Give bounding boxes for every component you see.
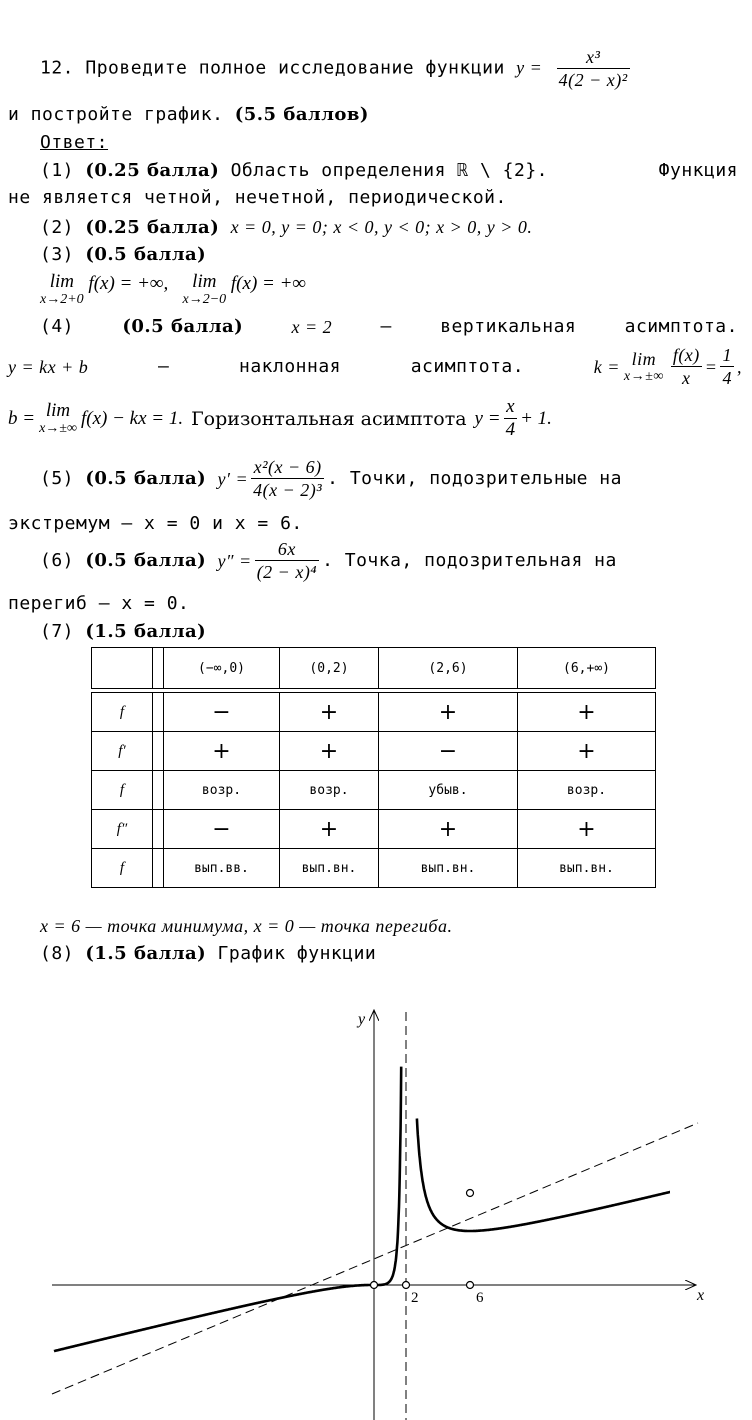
step-6-number: (6) [40, 549, 75, 571]
step-1-line-1 [40, 159, 738, 183]
horizontal-asym-text: Горизонтальная асимптота [191, 407, 467, 430]
step-3-points: (0.5 балла) [85, 244, 207, 265]
step-4-x2: x = 2 [291, 317, 333, 337]
row-label: f [92, 849, 153, 888]
sign-table [91, 647, 656, 888]
step-3-limits [40, 272, 306, 308]
step-1-text: Область определения ℝ \ {2}. [230, 160, 548, 181]
k-formula [594, 344, 742, 389]
step-4-number: (4) [40, 316, 75, 337]
step-1-line-2: не является четной, нечетной, периодической. [8, 187, 507, 208]
step-6-points: (0.5 балла) [85, 549, 207, 571]
y-axis-label: y [358, 1011, 366, 1028]
y-prime-eq: y′ = [217, 468, 249, 489]
step-2-number: (2) [40, 217, 75, 238]
lim-sub-2: x→2−0 [182, 292, 227, 307]
table-header: (0,2) [280, 648, 379, 689]
oblique-eq: y = kx + b [8, 356, 89, 377]
b-lim: lim [45, 399, 71, 421]
step-1-text-2: Функция [658, 160, 738, 181]
step-6-line-1 [40, 538, 740, 583]
table-cell: + [379, 693, 518, 732]
table-gap [153, 648, 164, 689]
table-header: (−∞,0) [164, 648, 280, 689]
conclusion-text: x = 6 — точка минимума, x = 0 — точка перегиба. [40, 916, 453, 936]
problem-points: (5.5 баллов) [234, 104, 369, 125]
lim-sub-1: x→2+0 [40, 292, 84, 307]
table-cell: + [164, 732, 280, 771]
step-3-number: (3) [40, 244, 75, 265]
table-cell: + [518, 810, 656, 849]
step-2-text: x = 0, y = 0; x < 0, y < 0; x > 0, y > 0. [230, 217, 533, 237]
row-label: f′ [92, 732, 153, 771]
step-8-points: (1.5 балла) [85, 943, 207, 964]
asym-plus: + 1. [520, 407, 552, 429]
k-comma: , [736, 356, 742, 377]
table-row [92, 810, 656, 849]
step-6-line-2: перегиб — x = 0. [8, 593, 190, 614]
step-5-line-1 [40, 456, 740, 501]
table-cell: + [518, 732, 656, 771]
tick-label-6: 6 [476, 1290, 484, 1306]
lim-word-2: lim [192, 271, 217, 292]
b-lim-sub: x→±∞ [39, 420, 77, 436]
answer-label: Ответ: [40, 132, 109, 153]
lim-expr-1: f(x) = +∞, [88, 273, 169, 294]
function-denominator: 4(2 − x)² [558, 70, 628, 90]
asym-y-eq: y = [474, 407, 501, 429]
k-lim: lim [631, 348, 657, 369]
step-4-line-1 [40, 315, 738, 339]
table-cell: вып.вн. [379, 849, 518, 888]
b-expr: f(x) − kx = 1. [80, 407, 184, 429]
step-8-number: (8) [40, 943, 75, 964]
row-label: f [92, 771, 153, 810]
table-row [92, 849, 656, 888]
problem-cont: и постройте график. [8, 104, 224, 125]
table-cell: + [280, 732, 379, 771]
minimum-point [467, 1190, 474, 1197]
y-dprime-num: 6x [277, 539, 296, 559]
lim-expr-2: f(x) = +∞ [230, 273, 306, 294]
curve-left-branch [54, 1067, 401, 1352]
conclusion [40, 914, 452, 939]
tick-point-6 [467, 1282, 474, 1289]
tick-label-2: 2 [411, 1290, 419, 1306]
asym-word-2: асимптота. [410, 355, 525, 377]
k-lim-sub: x→±∞ [623, 368, 664, 384]
k-eq-2: = [704, 356, 718, 377]
oblique-asymptote [52, 1123, 698, 1394]
table-cell: вып.вн. [518, 849, 656, 888]
x-axis-label: x [697, 1287, 705, 1304]
asym-frac-den: 4 [505, 419, 516, 440]
step-2 [40, 215, 532, 240]
table-row [92, 693, 656, 732]
row-label: f [92, 693, 153, 732]
table-cell: возр. [164, 771, 280, 810]
step-3-header [40, 243, 206, 267]
y-prime-den: 4(x − 2)³ [253, 480, 323, 500]
step-5-number: (5) [40, 467, 75, 489]
table-cell: − [379, 732, 518, 771]
step-4-points: (0.5 балла) [122, 316, 244, 337]
table-row [92, 732, 656, 771]
table-header: (2,6) [379, 648, 518, 689]
row-label: f″ [92, 810, 153, 849]
step-5-line-2: экстремум — x = 0 и x = 6. [8, 513, 303, 534]
step-7-points: (1.5 балла) [85, 621, 207, 642]
table-cell: + [280, 810, 379, 849]
step-8-header [40, 942, 376, 966]
step-2-points: (0.25 балла) [85, 217, 220, 238]
table-cell: − [164, 693, 280, 732]
step-5-text: . Точки, подозрительные на [327, 467, 622, 489]
table-cell: + [518, 693, 656, 732]
inflection-point [371, 1282, 378, 1289]
step-4-asym: асимптота. [624, 316, 738, 337]
step-4-line-2 [8, 344, 742, 389]
table-cell: возр. [518, 771, 656, 810]
step-4-line-3 [8, 396, 742, 441]
table-cell: − [164, 810, 280, 849]
table-cell: возр. [280, 771, 379, 810]
asym-frac-num: x [506, 396, 515, 417]
problem-number: 12. [40, 57, 75, 79]
k-eq: k = [593, 356, 620, 377]
table-cell: + [280, 693, 379, 732]
step-5-points: (0.5 балла) [85, 467, 207, 489]
problem-line-1 [40, 46, 633, 91]
step-4-vert: вертикальная [440, 316, 577, 337]
function-numerator: x³ [585, 47, 601, 67]
step-4-dash-2: — [157, 355, 170, 377]
step-7-header [40, 620, 206, 644]
table-cell: + [379, 810, 518, 849]
table-header: (6,+∞) [518, 648, 656, 689]
problem-intro: Проведите полное исследование функции [85, 57, 505, 79]
problem-line-2 [8, 103, 369, 127]
step-1-points: (0.25 балла) [85, 160, 220, 181]
y-dprime-den: (2 − x)⁴ [256, 562, 318, 582]
step-8-text: График функции [217, 943, 377, 964]
step-7-number: (7) [40, 621, 75, 642]
oblique-word: наклонная [238, 355, 342, 377]
table-corner [92, 648, 153, 689]
y-prime-num: x²(x − 6) [253, 457, 322, 477]
step-4-dash: — [380, 316, 392, 337]
b-eq: b = [8, 407, 36, 429]
k-val-num: 1 [722, 345, 732, 365]
table-cell: убыв. [379, 771, 518, 810]
table-cell: вып.вн. [280, 849, 379, 888]
table-row [92, 771, 656, 810]
y-dprime-eq: y″ = [217, 550, 252, 571]
curve-right-branch [417, 1119, 670, 1232]
k-frac-num: f(x) [672, 345, 700, 365]
k-frac-den: x [671, 366, 702, 389]
step-6-text: . Точка, подозрительная на [322, 549, 617, 571]
function-graph [0, 990, 752, 1420]
table-cell: вып.вв. [164, 849, 280, 888]
lim-word-1: lim [49, 271, 74, 292]
step-1-number: (1) [40, 160, 75, 181]
k-val-den: 4 [722, 368, 732, 388]
problem-y-eq: y = [516, 57, 543, 78]
function-fraction [557, 46, 630, 91]
asymptote-axis-point [403, 1282, 410, 1289]
